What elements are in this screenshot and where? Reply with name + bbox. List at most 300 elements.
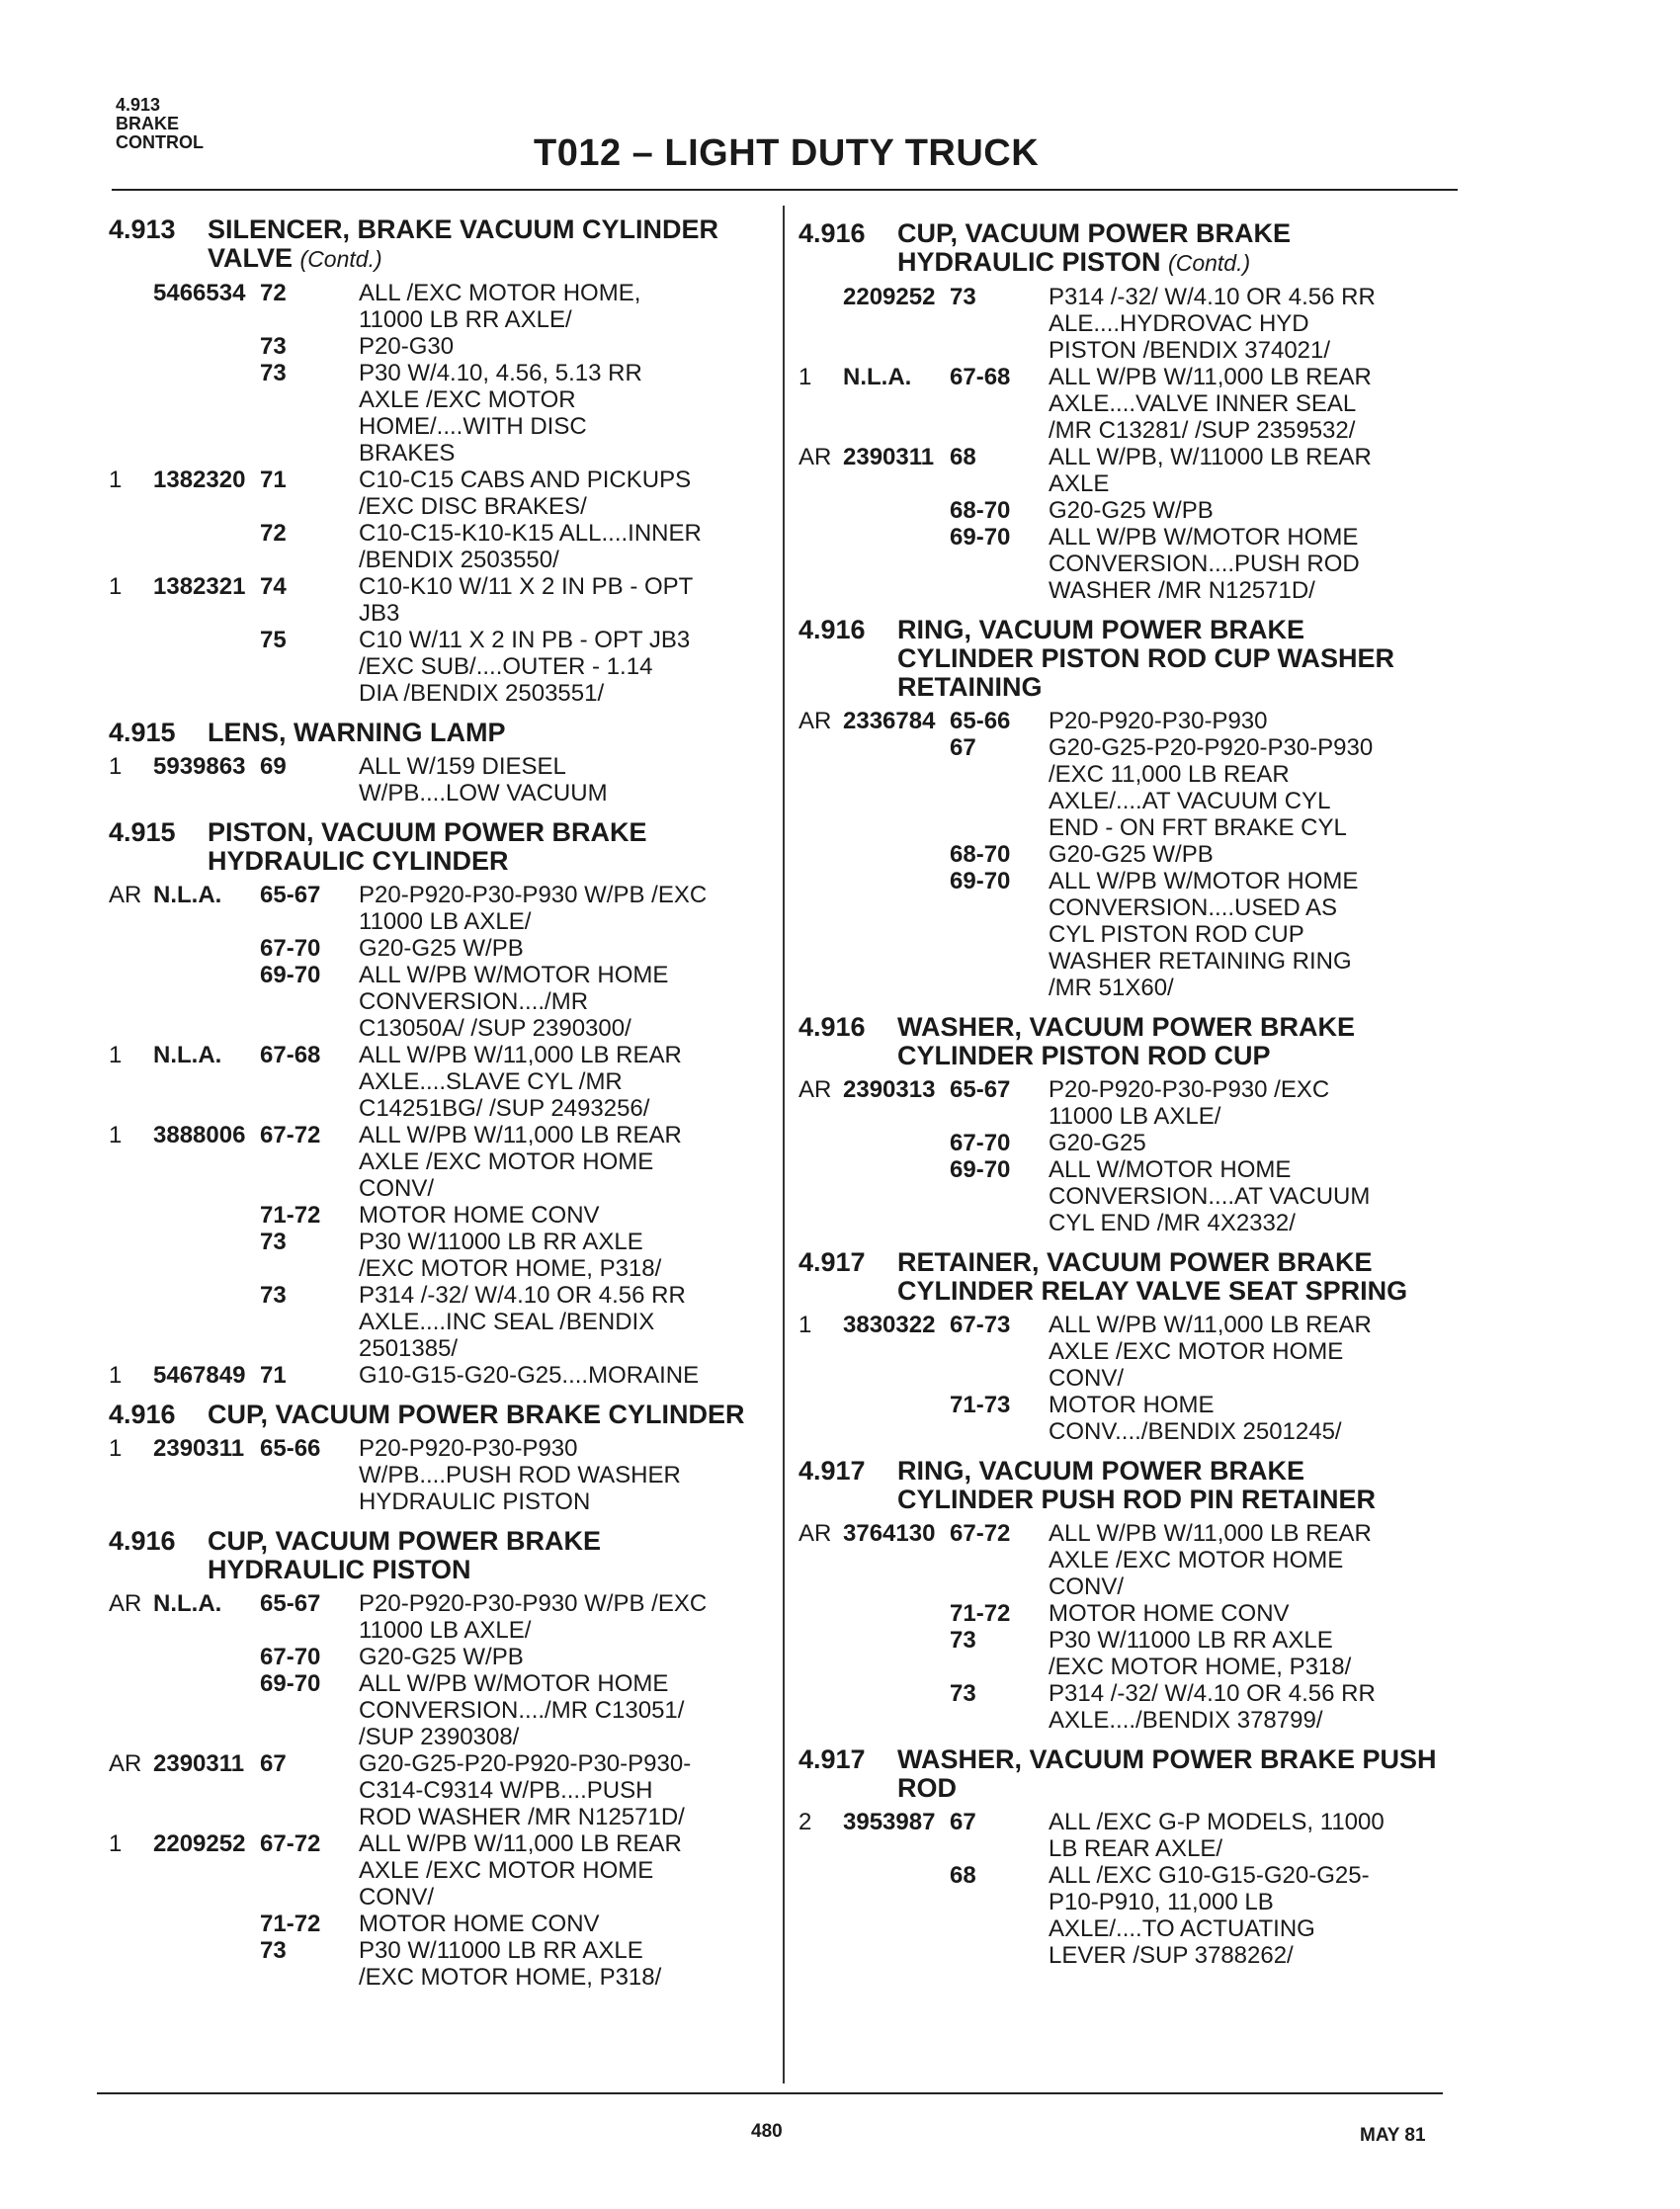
entry-part-number: [153, 333, 260, 360]
entry-description-line: ALL /EXC G10-G15-G20-G25-: [1049, 1862, 1370, 1889]
entry-quantity: [109, 1229, 153, 1282]
entry-description: [359, 1042, 781, 1122]
entry-description-line: P20-P920-P30-P930 W/PB /EXC: [359, 1590, 708, 1617]
entry-description-line: MOTOR HOME CONV: [359, 1202, 600, 1229]
entry-quantity: AR: [798, 1076, 832, 1103]
part-entry: [798, 284, 1470, 364]
entry-years: 75: [260, 627, 287, 653]
entry-description: [359, 1644, 781, 1670]
part-entry: [109, 1229, 781, 1282]
section-title-line: [897, 248, 1470, 278]
entry-description-line: ALL W/PB W/11,000 LB REAR: [1049, 1520, 1372, 1547]
entry-quantity: AR: [798, 1520, 832, 1547]
section-label-line: CONTROL: [116, 132, 204, 152]
continued-label: (Contd.): [1168, 250, 1251, 276]
entry-description-line: G20-G25-P20-P920-P30-P930-: [359, 1750, 692, 1777]
entry-description: [1049, 444, 1470, 497]
entry-description-line: G20-G25-P20-P920-P30-P930: [1049, 734, 1374, 761]
section-title: [798, 1013, 1470, 1070]
section-title-line: [208, 244, 781, 274]
part-entry: [109, 467, 781, 520]
entry-description-line: DIA /BENDIX 2503551/: [359, 680, 605, 707]
entry-quantity: 1: [109, 573, 123, 600]
section-title-text: VALVE: [208, 243, 294, 273]
entry-part-number: [153, 1911, 260, 1937]
entry-quantity: [798, 1156, 843, 1236]
catalog-section: [109, 818, 781, 1389]
entry-quantity: [798, 497, 843, 524]
footer-divider: [97, 2092, 1443, 2094]
entry-years: 69-70: [260, 1670, 321, 1697]
entry-years: 68: [950, 444, 976, 470]
section-code: 4.916: [798, 1012, 866, 1042]
entry-description-line: /MR C13281/ /SUP 2359532/: [1049, 417, 1356, 444]
entry-description-line: CONV/: [359, 1175, 435, 1202]
entry-years: 67-73: [950, 1312, 1011, 1338]
entry-description-line: AXLE....VALVE INNER SEAL: [1049, 390, 1357, 417]
entry-years: 71: [260, 1362, 287, 1389]
part-entry: [109, 1644, 781, 1670]
section-title-text: PISTON, VACUUM POWER BRAKE: [208, 817, 647, 847]
section-title-line: [208, 847, 781, 876]
entry-description-line: 11000 LB AXLE/: [359, 1617, 532, 1644]
entry-description-line: C14251BG/ /SUP 2493256/: [359, 1095, 650, 1122]
entry-description-line: /EXC MOTOR HOME, P318/: [1049, 1654, 1352, 1680]
section-code: 4.913: [109, 214, 176, 244]
entry-description-line: ALL W/MOTOR HOME: [1049, 1156, 1292, 1183]
section-title-line: [897, 1745, 1470, 1774]
section-title-text: WASHER, VACUUM POWER BRAKE: [897, 1012, 1356, 1042]
entry-quantity: [109, 360, 153, 467]
entry-description: [1049, 1392, 1470, 1445]
column-divider: [783, 206, 785, 2083]
entry-quantity: 1: [109, 1122, 123, 1148]
entry-part-number: [843, 734, 950, 841]
section-code: 4.917: [798, 1247, 866, 1277]
section-title-text: SILENCER, BRAKE VACUUM CYLINDER: [208, 214, 719, 244]
section-title-text: LENS, WARNING LAMP: [208, 718, 506, 747]
entry-description: [1049, 1627, 1470, 1680]
entry-quantity: [109, 520, 153, 573]
entry-years: 73: [950, 284, 976, 310]
part-entry: [109, 962, 781, 1042]
entry-description-line: AXLE /EXC MOTOR HOME: [359, 1857, 654, 1884]
entry-description-line: CONVERSION..../MR C13051/: [359, 1697, 685, 1724]
entry-description: [359, 1122, 781, 1202]
entry-description-line: 11000 LB AXLE/: [1049, 1103, 1221, 1130]
entry-description-line: JB3: [359, 600, 400, 627]
entry-part-number: [153, 360, 260, 467]
entry-part-number: [153, 962, 260, 1042]
entry-description-line: AXLE....SLAVE CYL /MR: [359, 1068, 623, 1095]
catalog-section: [798, 1013, 1470, 1236]
part-entry: [109, 573, 781, 627]
entry-description-line: ALL W/159 DIESEL: [359, 753, 566, 780]
section-title-line: [897, 219, 1470, 248]
section-title-line: [897, 616, 1470, 644]
entry-years: 67-72: [260, 1830, 321, 1857]
entry-quantity: 1: [798, 1312, 812, 1338]
entry-part-number: [843, 1600, 950, 1627]
entry-years: 67-70: [260, 935, 321, 962]
entry-description-line: ALL W/PB W/11,000 LB REAR: [1049, 364, 1372, 390]
entry-description-line: AXLE/....TO ACTUATING: [1049, 1915, 1315, 1942]
section-title-text: CYLINDER RELAY VALVE SEAT SPRING: [897, 1276, 1408, 1306]
header-divider: [112, 189, 1458, 191]
entry-description: [359, 1937, 781, 1991]
entry-description-line: /MR 51X60/: [1049, 975, 1174, 1001]
catalog-section: [109, 1527, 781, 1991]
section-code: 4.916: [798, 615, 866, 644]
part-entry: [109, 1830, 781, 1911]
entry-part-number: [153, 1229, 260, 1282]
section-title-text: RING, VACUUM POWER BRAKE: [897, 1456, 1305, 1486]
entry-quantity: [798, 524, 843, 604]
entry-description-line: PISTON /BENDIX 374021/: [1049, 337, 1331, 364]
entry-description-line: P314 /-32/ W/4.10 OR 4.56 RR: [359, 1282, 686, 1309]
section-title-text: CUP, VACUUM POWER BRAKE CYLINDER: [208, 1400, 745, 1429]
entry-description-line: P30 W/4.10, 4.56, 5.13 RR: [359, 360, 642, 386]
entry-quantity: [109, 1644, 153, 1670]
entry-quantity: AR: [109, 882, 142, 908]
entry-description-line: /EXC MOTOR HOME, P318/: [359, 1255, 662, 1282]
entry-description: [359, 882, 781, 935]
section-code: 4.916: [109, 1526, 176, 1556]
entry-years: 73: [260, 1937, 287, 1964]
entry-description-line: AXLE....INC SEAL /BENDIX: [359, 1309, 655, 1335]
entry-description-line: P30 W/11000 LB RR AXLE: [359, 1937, 643, 1964]
entry-years: 67-70: [260, 1644, 321, 1670]
entry-years: 71-72: [950, 1600, 1011, 1627]
page-number: 480: [751, 2121, 783, 2142]
section-title-line: [897, 1248, 1470, 1277]
part-entry: [109, 627, 781, 707]
catalog-section: [109, 1401, 781, 1515]
part-entry: [109, 360, 781, 467]
entry-description-line: G20-G25 W/PB: [1049, 497, 1214, 524]
section-title-text: HYDRAULIC CYLINDER: [208, 846, 509, 876]
entry-description: [359, 573, 781, 627]
entry-description-line: ALL W/PB W/MOTOR HOME: [1049, 524, 1359, 551]
entry-quantity: [109, 1202, 153, 1229]
entry-description: [359, 962, 781, 1042]
entry-part-number: 3764130: [843, 1520, 936, 1547]
part-entry: [798, 1520, 1470, 1600]
entry-part-number: [843, 1392, 950, 1445]
entry-description-line: P20-G30: [359, 333, 455, 360]
entry-years: 67: [950, 1809, 976, 1835]
entry-part-number: [843, 1680, 950, 1734]
entry-part-number: N.L.A.: [843, 364, 912, 390]
entry-description-line: ALL W/PB, W/11000 LB REAR: [1049, 444, 1372, 470]
entry-years: 68-70: [950, 841, 1011, 868]
entry-description: [1049, 364, 1470, 444]
entry-description-line: CONV/: [359, 1884, 435, 1911]
section-title-text: CYLINDER PUSH ROD PIN RETAINER: [897, 1485, 1377, 1514]
entry-part-number: N.L.A.: [153, 1590, 222, 1617]
section-title: [109, 719, 781, 747]
entry-description-line: ALL W/PB W/11,000 LB REAR: [359, 1830, 682, 1857]
entry-part-number: 1382320: [153, 467, 246, 493]
section-title-line: [208, 1556, 781, 1584]
entry-quantity: AR: [109, 1590, 142, 1617]
entry-part-number: [153, 627, 260, 707]
entry-description: [359, 1435, 781, 1515]
entry-part-number: [843, 497, 950, 524]
section-label: [116, 96, 204, 152]
entry-years: 67-68: [950, 364, 1011, 390]
entry-quantity: 1: [109, 753, 123, 780]
entry-description: [359, 280, 781, 333]
entry-years: 67-68: [260, 1042, 321, 1068]
section-title: [109, 1527, 781, 1584]
entry-years: 67: [950, 734, 976, 761]
entry-part-number: [843, 868, 950, 1001]
entry-description-line: AXLE: [1049, 470, 1110, 497]
section-label-line: BRAKE: [116, 114, 180, 133]
entry-description-line: C314-C9314 W/PB....PUSH: [359, 1777, 653, 1804]
section-title-line: [897, 1457, 1470, 1486]
section-title-text: RETAINING: [897, 672, 1043, 702]
section-code: 4.915: [109, 817, 176, 847]
entry-description-line: P30 W/11000 LB RR AXLE: [1049, 1627, 1333, 1654]
entry-description-line: P30 W/11000 LB RR AXLE: [359, 1229, 643, 1255]
section-title: [109, 818, 781, 876]
entry-description-line: G10-G15-G20-G25....MORAINE: [359, 1362, 700, 1389]
entry-description-line: HOME/....WITH DISC: [359, 413, 587, 440]
section-title: [798, 1745, 1470, 1803]
entry-years: 67-72: [950, 1520, 1011, 1547]
section-title-text: CUP, VACUUM POWER BRAKE: [897, 218, 1292, 248]
entry-description: [359, 1830, 781, 1911]
entry-description-line: P20-P920-P30-P930 /EXC: [1049, 1076, 1330, 1103]
part-entry: [109, 1937, 781, 1991]
entry-description-line: W/PB....LOW VACUUM: [359, 780, 608, 807]
entry-part-number: [153, 1202, 260, 1229]
entry-years: 72: [260, 280, 287, 306]
entry-years: 69-70: [950, 524, 1011, 551]
section-label-line: 4.913: [116, 95, 161, 115]
entry-description-line: LB REAR AXLE/: [1049, 1835, 1223, 1862]
entry-quantity: [109, 1670, 153, 1750]
entry-years: 65-66: [950, 708, 1011, 734]
left-column: [109, 215, 781, 2002]
part-entry: [798, 1862, 1470, 1969]
entry-description-line: C10-C15-K10-K15 ALL....INNER: [359, 520, 702, 547]
section-title-text: HYDRAULIC PISTON: [897, 247, 1161, 277]
entry-description-line: ALL W/PB W/11,000 LB REAR: [359, 1042, 682, 1068]
entry-description: [359, 1229, 781, 1282]
entry-years: 67-70: [950, 1130, 1011, 1156]
entry-part-number: [153, 520, 260, 573]
entry-part-number: 2390311: [843, 444, 935, 470]
entry-description-line: ROD WASHER /MR N12571D/: [359, 1804, 685, 1830]
entry-description-line: ALL W/PB W/11,000 LB REAR: [1049, 1312, 1372, 1338]
entry-years: 73: [260, 1229, 287, 1255]
catalog-section: [109, 215, 781, 707]
page-date: MAY 81: [1360, 2125, 1426, 2146]
part-entry: [109, 882, 781, 935]
page-title: T012 – LIGHT DUTY TRUCK: [534, 132, 1040, 174]
entry-description: [359, 333, 781, 360]
entry-description-line: CONV..../BENDIX 2501245/: [1049, 1418, 1342, 1445]
entry-description: [1049, 1809, 1470, 1862]
entry-description-line: /SUP 2390308/: [359, 1724, 520, 1750]
entry-description-line: AXLE /EXC MOTOR HOME: [1049, 1338, 1344, 1365]
entry-description-line: CONVERSION....AT VACUUM: [1049, 1183, 1371, 1210]
entry-description-line: AXLE/....AT VACUUM CYL: [1049, 788, 1331, 814]
entry-description-line: MOTOR HOME CONV: [1049, 1600, 1290, 1627]
part-entry: [798, 1809, 1470, 1862]
section-title: [798, 1248, 1470, 1306]
section-code: 4.915: [109, 718, 176, 747]
entry-quantity: [798, 1392, 843, 1445]
entry-quantity: 1: [798, 364, 812, 390]
entry-description: [359, 520, 781, 573]
entry-years: 71-72: [260, 1911, 321, 1937]
entry-quantity: [798, 734, 843, 841]
catalog-section: [109, 719, 781, 807]
entry-description-line: C10-K10 W/11 X 2 IN PB - OPT: [359, 573, 694, 600]
entry-quantity: [109, 627, 153, 707]
entry-description-line: END - ON FRT BRAKE CYL: [1049, 814, 1347, 841]
entry-description: [1049, 497, 1470, 524]
entry-quantity: [109, 1282, 153, 1362]
entry-part-number: [843, 841, 950, 868]
entry-quantity: [109, 962, 153, 1042]
entry-years: 71-73: [950, 1392, 1011, 1418]
entry-description-line: ALL /EXC MOTOR HOME,: [359, 280, 641, 306]
entry-description-line: /EXC SUB/....OUTER - 1.14: [359, 653, 653, 680]
section-title-line: [897, 1774, 1470, 1803]
entry-part-number: 5939863: [153, 753, 246, 780]
catalog-section: [798, 1457, 1470, 1734]
entry-years: 65-67: [260, 882, 321, 908]
entry-years: 71: [260, 467, 287, 493]
section-title-text: CYLINDER PISTON ROD CUP WASHER: [897, 643, 1395, 673]
entry-description-line: /BENDIX 2503550/: [359, 547, 559, 573]
entry-quantity: [798, 841, 843, 868]
section-title-line: [208, 719, 781, 747]
entry-description: [359, 753, 781, 807]
entry-description-line: MOTOR HOME: [1049, 1392, 1215, 1418]
entry-part-number: N.L.A.: [153, 1042, 222, 1068]
part-entry: [798, 1600, 1470, 1627]
entry-quantity: [109, 333, 153, 360]
entry-description: [359, 935, 781, 962]
entry-description: [1049, 284, 1470, 364]
entry-description: [1049, 841, 1470, 868]
entry-description-line: CYL PISTON ROD CUP: [1049, 921, 1304, 948]
entry-description-line: P20-P920-P30-P930: [1049, 708, 1268, 734]
entry-description: [1049, 708, 1470, 734]
entry-description: [359, 1202, 781, 1229]
entry-quantity: [109, 1937, 153, 1991]
entry-part-number: [843, 1862, 950, 1969]
entry-years: 69-70: [260, 962, 321, 988]
entry-quantity: AR: [109, 1750, 142, 1777]
section-title-line: [897, 1042, 1470, 1070]
part-entry: [798, 841, 1470, 868]
entry-years: 73: [950, 1627, 976, 1654]
catalog-section: [798, 616, 1470, 1001]
entry-description-line: AXLE /EXC MOTOR HOME: [1049, 1547, 1344, 1573]
part-entry: [798, 1076, 1470, 1130]
entry-description: [1049, 868, 1470, 1001]
entry-part-number: [843, 1156, 950, 1236]
part-entry: [109, 1362, 781, 1389]
entry-description-line: CONVERSION..../MR: [359, 988, 589, 1015]
entry-description: [359, 1750, 781, 1830]
entry-description-line: G20-G25 W/PB: [359, 1644, 524, 1670]
entry-years: 73: [260, 333, 287, 360]
entry-description-line: CONVERSION....PUSH ROD: [1049, 551, 1360, 577]
part-entry: [109, 1282, 781, 1362]
part-entry: [109, 333, 781, 360]
entry-quantity: [798, 284, 843, 364]
entry-description-line: G20-G25 W/PB: [1049, 841, 1214, 868]
entry-description-line: C10 W/11 X 2 IN PB - OPT JB3: [359, 627, 691, 653]
entry-description-line: P10-P910, 11,000 LB: [1049, 1889, 1274, 1915]
entry-years: 73: [260, 360, 287, 386]
entry-part-number: 5467849: [153, 1362, 246, 1389]
entry-description-line: C10-C15 CABS AND PICKUPS: [359, 467, 692, 493]
entry-quantity: 1: [109, 1042, 123, 1068]
entry-part-number: [153, 1937, 260, 1991]
entry-description-line: LEVER /SUP 3788262/: [1049, 1942, 1294, 1969]
catalog-section: [798, 1745, 1470, 1969]
part-entry: [109, 935, 781, 962]
section-code: 4.917: [798, 1744, 866, 1774]
entry-quantity: AR: [798, 708, 832, 734]
section-title-line: [897, 1277, 1470, 1306]
entry-description: [1049, 1680, 1470, 1734]
entry-quantity: [109, 935, 153, 962]
entry-description-line: W/PB....PUSH ROD WASHER: [359, 1462, 681, 1488]
entry-description: [359, 1911, 781, 1937]
entry-part-number: [843, 1627, 950, 1680]
part-entry: [798, 734, 1470, 841]
entry-quantity: 1: [109, 1830, 123, 1857]
entry-years: 65-67: [950, 1076, 1011, 1103]
section-title: [798, 219, 1470, 278]
entry-years: 69-70: [950, 1156, 1011, 1183]
section-title-line: [208, 1527, 781, 1556]
entry-description-line: ALL W/PB W/MOTOR HOME: [1049, 868, 1359, 894]
entry-years: 73: [260, 1282, 287, 1309]
entry-years: 65-66: [260, 1435, 321, 1462]
part-entry: [798, 497, 1470, 524]
part-entry: [798, 1680, 1470, 1734]
entry-part-number: [153, 1644, 260, 1670]
entry-description: [1049, 1076, 1470, 1130]
entry-quantity: [798, 1627, 843, 1680]
entry-years: 65-67: [260, 1590, 321, 1617]
part-entry: [798, 1130, 1470, 1156]
entry-quantity: [798, 1600, 843, 1627]
entry-description-line: CYL END /MR 4X2332/: [1049, 1210, 1296, 1236]
entry-part-number: 1382321: [153, 573, 246, 600]
entry-description: [1049, 1156, 1470, 1236]
part-entry: [109, 1202, 781, 1229]
section-title-text: CUP, VACUUM POWER BRAKE: [208, 1526, 602, 1556]
entry-description-line: /EXC DISC BRAKES/: [359, 493, 587, 520]
entry-part-number: [153, 1282, 260, 1362]
entry-quantity: 2: [798, 1809, 812, 1835]
entry-years: 71-72: [260, 1202, 321, 1229]
part-entry: [109, 1670, 781, 1750]
entry-years: 69: [260, 753, 287, 780]
